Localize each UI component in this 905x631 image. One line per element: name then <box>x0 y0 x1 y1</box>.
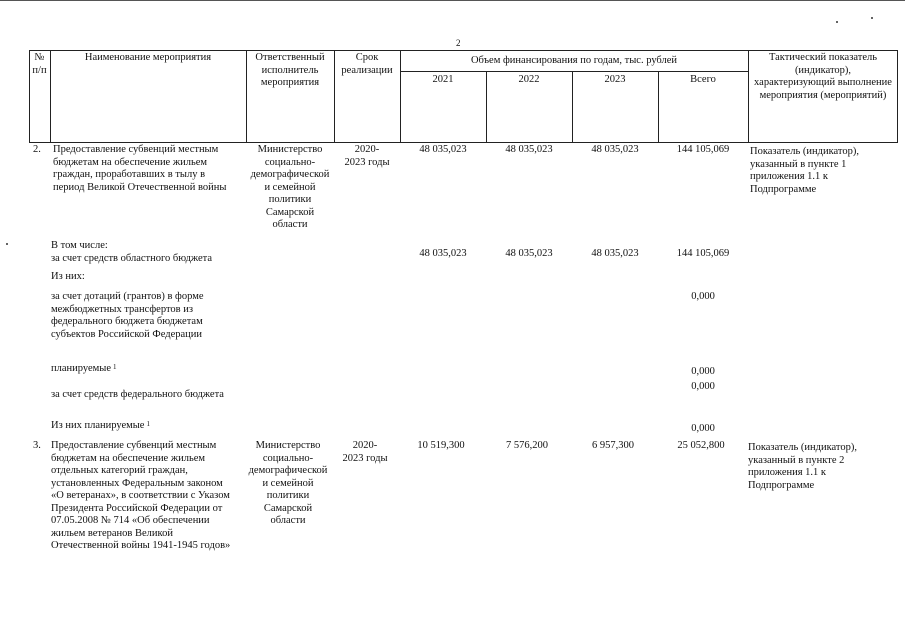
amount-total: 25 052,800 <box>677 440 725 451</box>
scan-speck <box>871 17 873 19</box>
federal-total: 0,000 <box>691 381 715 392</box>
regional-total: 144 105,069 <box>676 248 730 259</box>
header-2022: 2022 <box>518 74 540 85</box>
amount-2023: 48 035,023 <box>591 144 639 155</box>
amount-2022: 7 576,200 <box>506 440 548 451</box>
amount-total: 144 105,069 <box>676 144 730 155</box>
page-number: 2 <box>456 38 461 48</box>
row-number: 2. <box>33 144 41 155</box>
footnote-mark: 1 <box>113 363 117 371</box>
header-term: Срок реализации <box>341 52 393 76</box>
header-total: Всего <box>690 74 716 85</box>
header-2021: 2021 <box>432 74 454 85</box>
grants-label: за счет дотаций (грантов) в форме межбюджетных трансфертов из федерального бюджета бюджетам субъектов Российской Федерации <box>51 291 204 340</box>
footnote-mark: 1 <box>146 420 150 428</box>
of-planned-total: 0,000 <box>691 423 715 434</box>
amount-2022: 48 035,023 <box>505 144 553 155</box>
header-indicator: Тактический показатель (индикатор), характеризующий выполнение мероприятия (мероприятий) <box>754 52 892 101</box>
header-2023: 2023 <box>604 74 626 85</box>
of-planned-label: Из них планируемые $^1$ <box>51 420 150 431</box>
grants-total: 0,000 <box>691 291 715 302</box>
implementation-term: 2020- 2023 годы <box>344 144 390 168</box>
activity-name: Предоставление субвенций местным бюджетам на обеспечение жильем отдельных категорий граждан, установленных Федеральным законом «О ветеранах», в соответствии с Указом Президента Российской Федерации от 07.05.2008 № 714 «Об обеспечении жильем ветеранов Великой Отечественной войны 1941-1945 годов» <box>51 440 231 551</box>
scan-speck <box>836 21 838 23</box>
federal-budget-label: за счет средств федерального бюджета <box>51 389 224 400</box>
scan-speck <box>6 243 8 245</box>
responsible-executor: Министерство социально- демографической и семейной политики Самарской области <box>250 144 330 230</box>
amount-2023: 6 957,300 <box>592 440 634 451</box>
of-them-label: Из них: <box>51 271 85 282</box>
regional-budget-label: за счет средств областного бюджета <box>51 253 213 264</box>
regional-2023: 48 035,023 <box>591 248 639 259</box>
header-executor: Ответственный исполнитель мероприятия <box>255 52 325 88</box>
tactical-indicator: Показатель (индикатор), указанный в пункте 1 приложения 1.1 к Подпрограмме <box>750 146 859 195</box>
activity-name: Предоставление субвенций местным бюджетам на обеспечение жильем граждан, проработавших в тылу в период Великой Отечественной войны <box>53 144 227 193</box>
tactical-indicator: Показатель (индикатор), указанный в пункте 2 приложения 1.1 к Подпрограмме <box>748 442 857 491</box>
including-label: В том числе: <box>51 240 108 251</box>
planned-label: планируемые $^1$ <box>51 363 117 374</box>
row-number: 3. <box>33 440 41 451</box>
amount-2021: 48 035,023 <box>419 144 467 155</box>
header-num: № п/п <box>32 52 47 76</box>
implementation-term: 2020- 2023 годы <box>342 440 388 464</box>
scan-top-edge <box>0 0 905 1</box>
regional-2021: 48 035,023 <box>419 248 467 259</box>
header-financing: Объем финансирования по годам, тыс. рублей <box>470 55 678 66</box>
responsible-executor: Министерство социально- демографической и семейной политики Самарской области <box>248 440 328 526</box>
header-name: Наименование мероприятия <box>84 52 212 63</box>
planned-total: 0,000 <box>691 366 715 377</box>
amount-2021: 10 519,300 <box>417 440 465 451</box>
regional-2022: 48 035,023 <box>505 248 553 259</box>
